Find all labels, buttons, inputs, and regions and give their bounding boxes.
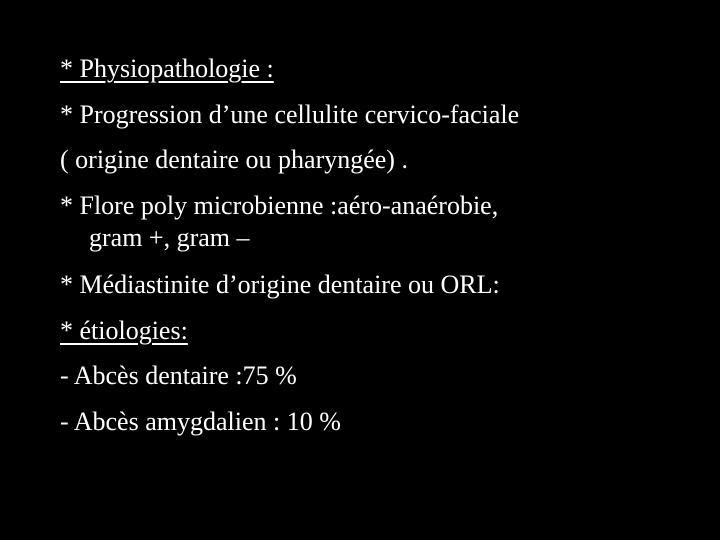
bullet-progression: * Progression d’une cellulite cervico-faciale: [60, 99, 520, 129]
bullet-flore-continuation: gram +, gram –: [89, 223, 250, 252]
bullet-flore: * Flore poly microbienne :aéro-anaérobie,: [60, 190, 499, 220]
list-item-abces-dentaire: - Abcès dentaire :75 %: [60, 361, 297, 390]
bullet-progression-continuation: ( origine dentaire ou pharyngée) .: [60, 145, 408, 174]
bullet-mediastinite: * Médiastinite d’origine dentaire ou ORL:: [60, 270, 500, 299]
heading-physiopathologie: * Physiopathologie :: [60, 54, 274, 83]
slide-body: [60, 46, 700, 444]
list-item-abces-amygdalien: - Abcès amygdalien : 10 %: [60, 406, 341, 436]
heading-etiologies: * étiologies:: [60, 315, 188, 345]
